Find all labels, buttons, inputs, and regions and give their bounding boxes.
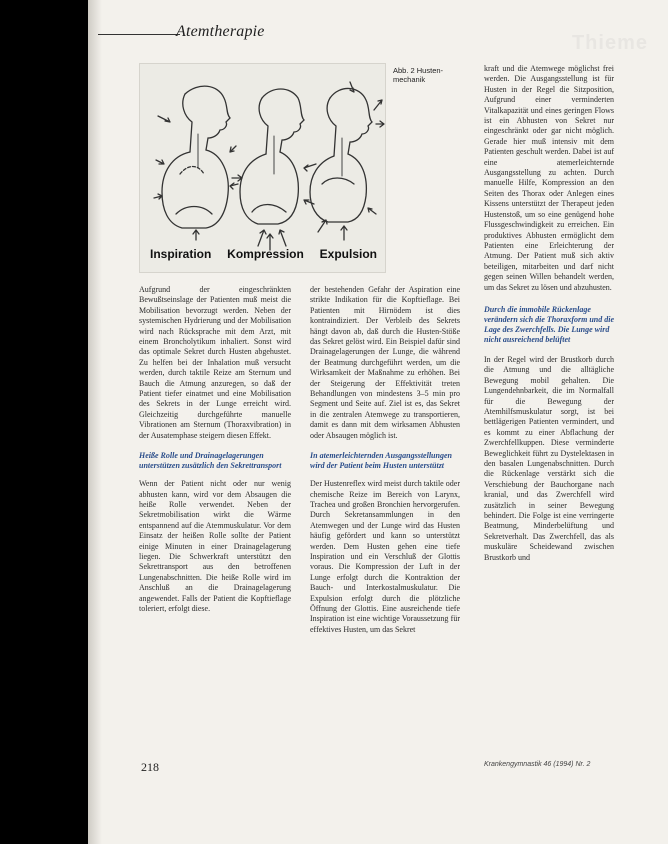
cough-mechanics-figure (139, 63, 386, 273)
figure-caption: Abb. 2 Husten-mechanik (393, 66, 444, 84)
journal-source: Krankengymnastik 46 (1994) Nr. 2 (484, 761, 591, 768)
label-inspiration: Inspiration (150, 247, 212, 261)
expulsion-figure (310, 82, 384, 240)
compression-figure (232, 89, 316, 250)
subheading: Durch die immobile Rückenlage verändern sich die Thoraxform und die Lage des Zwerchfells. Die Lunge wird nicht ausreichend belüftet (484, 304, 615, 344)
subheading: Heiße Rolle und Drainagelagerungen unterstützen zusätzlich den Sekrettransport (139, 451, 282, 471)
label-compression: Kompression (227, 247, 304, 261)
text-column-1 (139, 285, 291, 614)
text-column-2 (310, 285, 460, 635)
text-column-3 (484, 64, 614, 563)
figure-label-row (150, 247, 377, 261)
paragraph: der bestehenden Gefahr der Aspiration eine strikte Indikation für die Kopftieflage. Bei Patienten mit Hirnödem ist dies kontraindiziert. Der Verbleib des Sekrets hängt davon ab, daß durch die Husten-Stöße das Sekret gelöst wird. Ein Beispiel dafür sind Drainagelagerungen der Lunge, die während der Beatmung durchgeführt werden, um die Wirksamkeit der Maßnahme zu erhöhen. Bei der Steigerung der Effektivität treten Behandlungen von mindestens 3–5 min pro Segment und Seite auf. Ziel ist es, das Sekret in die zentralen Atemwege zu transportieren, damit es dann mit dem wirksamen Abhusten oder Absaugen möglich ist. (310, 285, 460, 440)
watermark-logo: Thieme (571, 32, 648, 54)
subheading: In atemerleichternden Ausgangsstellungen wird der Patient beim Husten unterstützt (310, 451, 452, 471)
paragraph: In der Regel wird der Brustkorb durch die Atmung und die alltägliche Bewegung mobil gehalten. Die Lungendehnbarkeit, die im Normalfall für die Bewegung der Atemhilfsmuskulatur sorgt, ist bei bettlägerigen Patienten vermindert, und es kommt zu einer Abflachung der Zwerchfellkuppen. Diese verminderte Beweglichkeit führt zu Dystelektasen in den basalen Lungenabschnitten. Durch die Rückenlage verstärkt sich die Verschiebung der Bauchorgane nach kranial, und das Zwerchfell wird zusätzlich in seiner Bewegung behindert. Die Folge ist eine verringerte Beatmung, Minderbelüftung und Sekretverhalt. Das Zwerchfell, das als muskuläre Scheidewand zwischen Brustkorb und (484, 354, 614, 562)
paragraph: Wenn der Patient nicht oder nur wenig abhusten kann, wird vor dem Absaugen die heiße Rolle verwendet. Neben der Sekretmobilisation wirkt die Wärme entspannend auf die Atemmuskulatur. Vor dem Einsatz der heißen Rolle sollte der Patient einige Minuten in einer Drainagelagerung liegen. Die Schwerkraft unterstützt den Sekrettransport aus den betroffenen Lungenabschnitten. Die heiße Rolle wird im Anschluß an die Drainagelagerung angewendet. Falls der Patient die Kopftieflage toleriert, erfolgt diese. (139, 479, 291, 613)
label-expulsion: Expulsion (319, 247, 377, 261)
cough-illustration (140, 64, 385, 272)
paragraph: kraft und die Atemwege möglichst frei werden. Die Ausgangsstellung ist für Husten in der Regel die Sitzposition, Aufgrund einer verminderten Vitalkapazität und eines geringen Flows ist ein Abhusten von Sekret nur eingeschränkt oder gar nicht möglich. Gerade hier muß intensiv mit dem Patienten geschult werden. Dabei ist auf eine atemerleichternde Ausgangsstellung zu achten. Durch manuelle Hilfe, Kompression an den Seiten des Thorax oder Anlegen eines Kissens unterstützt der Therapeut jeden Hustenstoß, um so eine genügend hohe Flussgeschwindigkeit zu erreichen. Ein produktives Abhusten ermöglicht dem Patienten eine Erleichterung der Atmung. Der Patient muß sich aktiv beteiligen, mitarbeiten und darf nicht gegen seinen Willen behandelt werden, um das Sekret zu lösen und abzuhusten. (484, 64, 614, 292)
header-rule (98, 34, 180, 35)
paragraph: Aufgrund der eingeschränkten Bewußtseinslage der Patienten muß meist die Mobilisation bevorzugt werden. Neben der systemischen Hydrierung und der Mobilisation wird nach Rücksprache mit dem Arzt, mit einem Broncholytikum inhaliert. Sonst wird das optimale Sekret durch Husten abgehustet. Zu helfen bei der Inhalation muß versucht werden, durch taktile Reize am Sternum und Bauch die Atmung anzuregen, so daß der Patient tiefer einatmet und eine Mobilisation des Sekrets in der Lunge erreicht wird. Gleichzeitig durchgeführte manuelle Vibrationen am Sternum (Thoraxvibration) in der Ausatemphase steigern diesen Effekt. (139, 285, 291, 440)
paragraph: Der Hustenreflex wird meist durch taktile oder chemische Reize im Bereich von Larynx, Trachea und großen Bronchien hervorgerufen. Durch Sekretansammlungen in den Atemwegen und der Lunge wird das Husten häufig gefördert und kann so unterstützt werden. Dem Husten gehen eine tiefe Inspiration und ein Verschluß der Glottis voraus. Die Kompression der Luft in der Lunge erfolgt durch die Kontraktion der Bauch- und Interkostalmuskulatur. Die Expulsion erfolgt durch die plötzliche Öffnung der Glottis. Eine ausreichende tiefe Inspiration ist eine wichtige Voraussetzung für effektives Husten, um das Sekret (310, 479, 460, 634)
inspiration-figure (154, 86, 238, 240)
section-title: Atemtherapie (176, 23, 265, 40)
binding-shadow (88, 0, 102, 844)
page-number: 218 (141, 760, 159, 774)
